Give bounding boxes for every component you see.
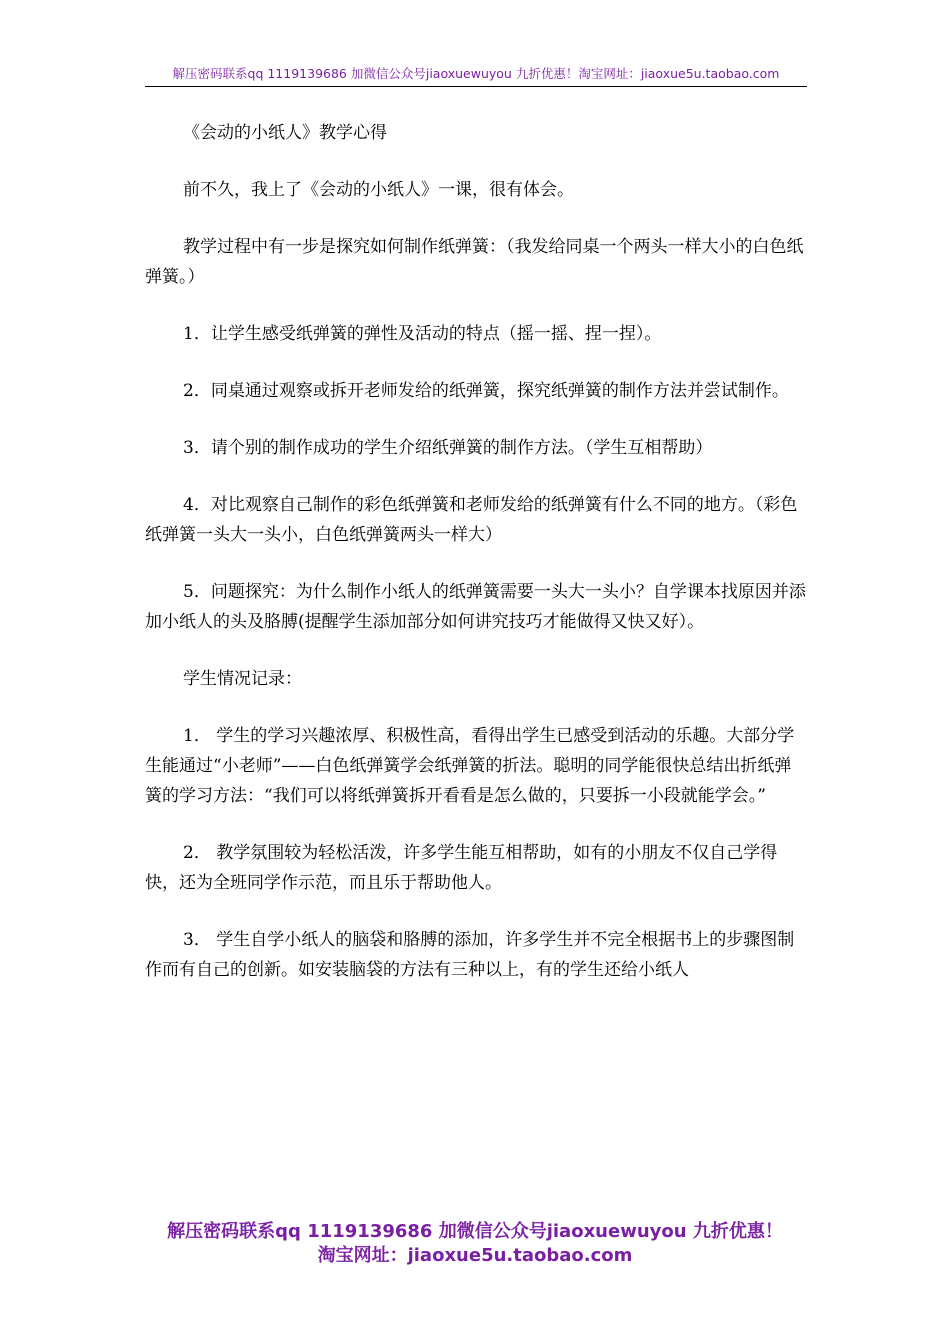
paragraph: 4．对比观察自己制作的彩色纸弹簧和老师发给的纸弹簧有什么不同的地方。（彩色纸弹簧一头大一头小，白色纸弹簧两头一样大）: [145, 495, 798, 545]
paragraph: 前不久，我上了《会动的小纸人》一课，很有体会。: [183, 180, 574, 200]
paragraph: 2．同桌通过观察或拆开老师发给的纸弹簧，探究纸弹簧的制作方法并尝试制作。: [183, 381, 789, 401]
footer-line-2: 淘宝网址：jiaoxue5u.taobao.com: [317, 1245, 633, 1266]
paragraph: 1．让学生感受纸弹簧的弹性及活动的特点（摇一摇、捏一捏）。: [183, 324, 662, 344]
page-header: [145, 66, 807, 87]
document-title: 《会动的小纸人》教学心得: [183, 123, 387, 143]
paragraph: 3． 学生自学小纸人的脑袋和胳膊的添加，许多学生并不完全根据书上的步骤图制作而有自己的创新。如安装脑袋的方法有三种以上，有的学生还给小纸人: [145, 930, 795, 980]
section-heading: 学生情况记录：: [183, 669, 302, 689]
paragraph: 教学过程中有一步是探究如何制作纸弹簧：（我发给同桌一个两头一样大小的白色纸弹簧。）: [145, 237, 804, 287]
paragraph: 3．请个别的制作成功的学生介绍纸弹簧的制作方法。（学生互相帮助）: [183, 438, 713, 458]
document-body: [145, 118, 807, 1012]
footer-line-1: 解压密码联系qq 1119139686 加微信公众号jiaoxuewuyou 九折优惠！: [167, 1221, 783, 1242]
paragraph: 2． 教学氛围较为轻松活泼，许多学生能互相帮助，如有的小朋友不仅自己学得快，还为全班同学作示范，而且乐于帮助他人。: [145, 843, 778, 893]
header-text: 解压密码联系qq 1119139686 加微信公众号jiaoxuewuyou 九折优惠！淘宝网址：jiaoxue5u.taobao.com: [172, 66, 780, 81]
page-footer: [0, 1220, 950, 1268]
paragraph: 5．问题探究：为什么制作小纸人的纸弹簧需要一头大一头小？自学课本找原因并添加小纸人的头及胳膊(提醒学生添加部分如何讲究技巧才能做得又快又好）。: [145, 582, 806, 632]
paragraph: 1． 学生的学习兴趣浓厚、积极性高，看得出学生已感受到活动的乐趣。大部分学生能通过“小老师”——白色纸弹簧学会纸弹簧的折法。聪明的同学能很快总结出折纸弹簧的学习方法：“我们可以将纸弹簧拆开看看是怎么做的，只要拆一小段就能学会。”: [145, 726, 795, 806]
